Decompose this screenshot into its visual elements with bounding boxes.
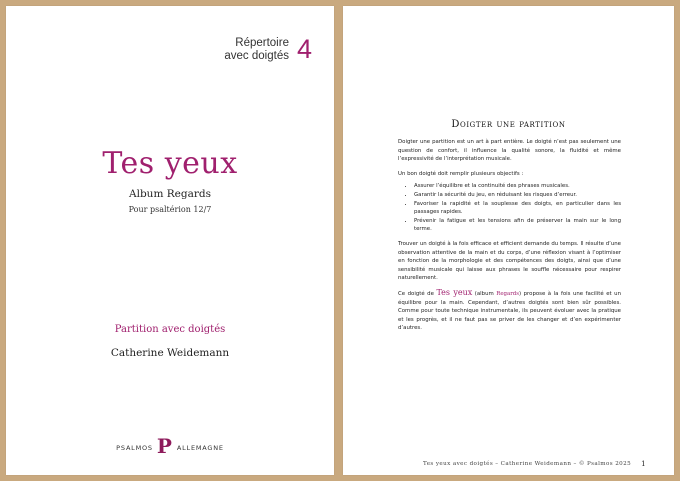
album-name: Album Regards [129,188,211,200]
publisher-right: ALLEMAGNE [176,444,224,452]
paragraph-method: Trouver un doigté à la fois efficace et efficient demande du temps. Il résulte d’une observation attentive de la main et du corps, d’une réflexion visant à l’optimiser en fonction de la morphologie et des compétences des doigts, ainsi que d’une sensibilité musicale qui laisse aux phrases le souffle nécessaire pour respirer naturellement. [398,240,621,282]
conclusion-part1: Ce doigté de [398,290,437,297]
cover-title: Tes yeux [102,146,238,181]
conclusion-part3: ) propose à la fois une facilité et un équilibre pour la main. Cependant, d’autres doigtés sont bien sûr possibles. Comme pour toute technique instrumentale, ils peuvent évoluer avec la pratique et les progrès, et il ne faut pas se priver de les changer et d’en expérimenter d’autres. [398,290,622,332]
paragraph-intro: Doigter une partition est un art à part entière. Le doigté n’est pas seulement une question de confort, il influence la qualité sonore, la fluidité et même l’expressivité de l’interprétation musicale. [398,139,621,163]
repertoire-line2: avec doigtés [224,49,289,62]
page-number: 1 [641,460,646,468]
author-name: Catherine Weidemann [110,347,230,359]
cover-page [6,6,334,475]
paragraph-conclusion [398,289,621,333]
publisher-mark [6,434,334,458]
partition-label: Partition avec doigtés [114,324,226,335]
publisher-left: PSALMOS [116,444,153,452]
footer-text: Tes yeux avec doigtés – Catherine Weidemann – © Psalmos 2025 [423,461,632,467]
instrument-line: Pour psaltérion 12/7 [128,205,212,214]
list-item: • Prévenir la fatigue et les tensions afin de préserver la main sur le long terme. [414,217,621,234]
inline-title: Tes yeux [436,287,473,297]
list-item: • Assurer l’équilibre et la continuité des phrases musicales. [414,182,621,191]
list-item: • Garantir la sécurité du jeu, en réduisant les risques d’erreur. [414,191,621,200]
paragraph-objectives: Un bon doigté doit remplir plusieurs objectifs : [398,170,524,177]
body-text [398,138,621,339]
repertoire-line1: Répertoire [235,36,289,49]
psalmos-logo-icon: P [156,434,173,458]
conclusion-part2: (album [472,290,497,297]
repertoire-label [224,37,289,63]
list-item: • Favoriser la rapidité et la souplesse des doigts, en particulier dans les passages rapides. [414,200,621,217]
inline-album: Regards [496,290,520,297]
content-page [343,6,674,475]
objectives-list [398,182,621,234]
section-heading: Doigter une partition [451,119,566,130]
repertoire-block [224,36,312,63]
repertoire-number: 4 [296,34,312,64]
